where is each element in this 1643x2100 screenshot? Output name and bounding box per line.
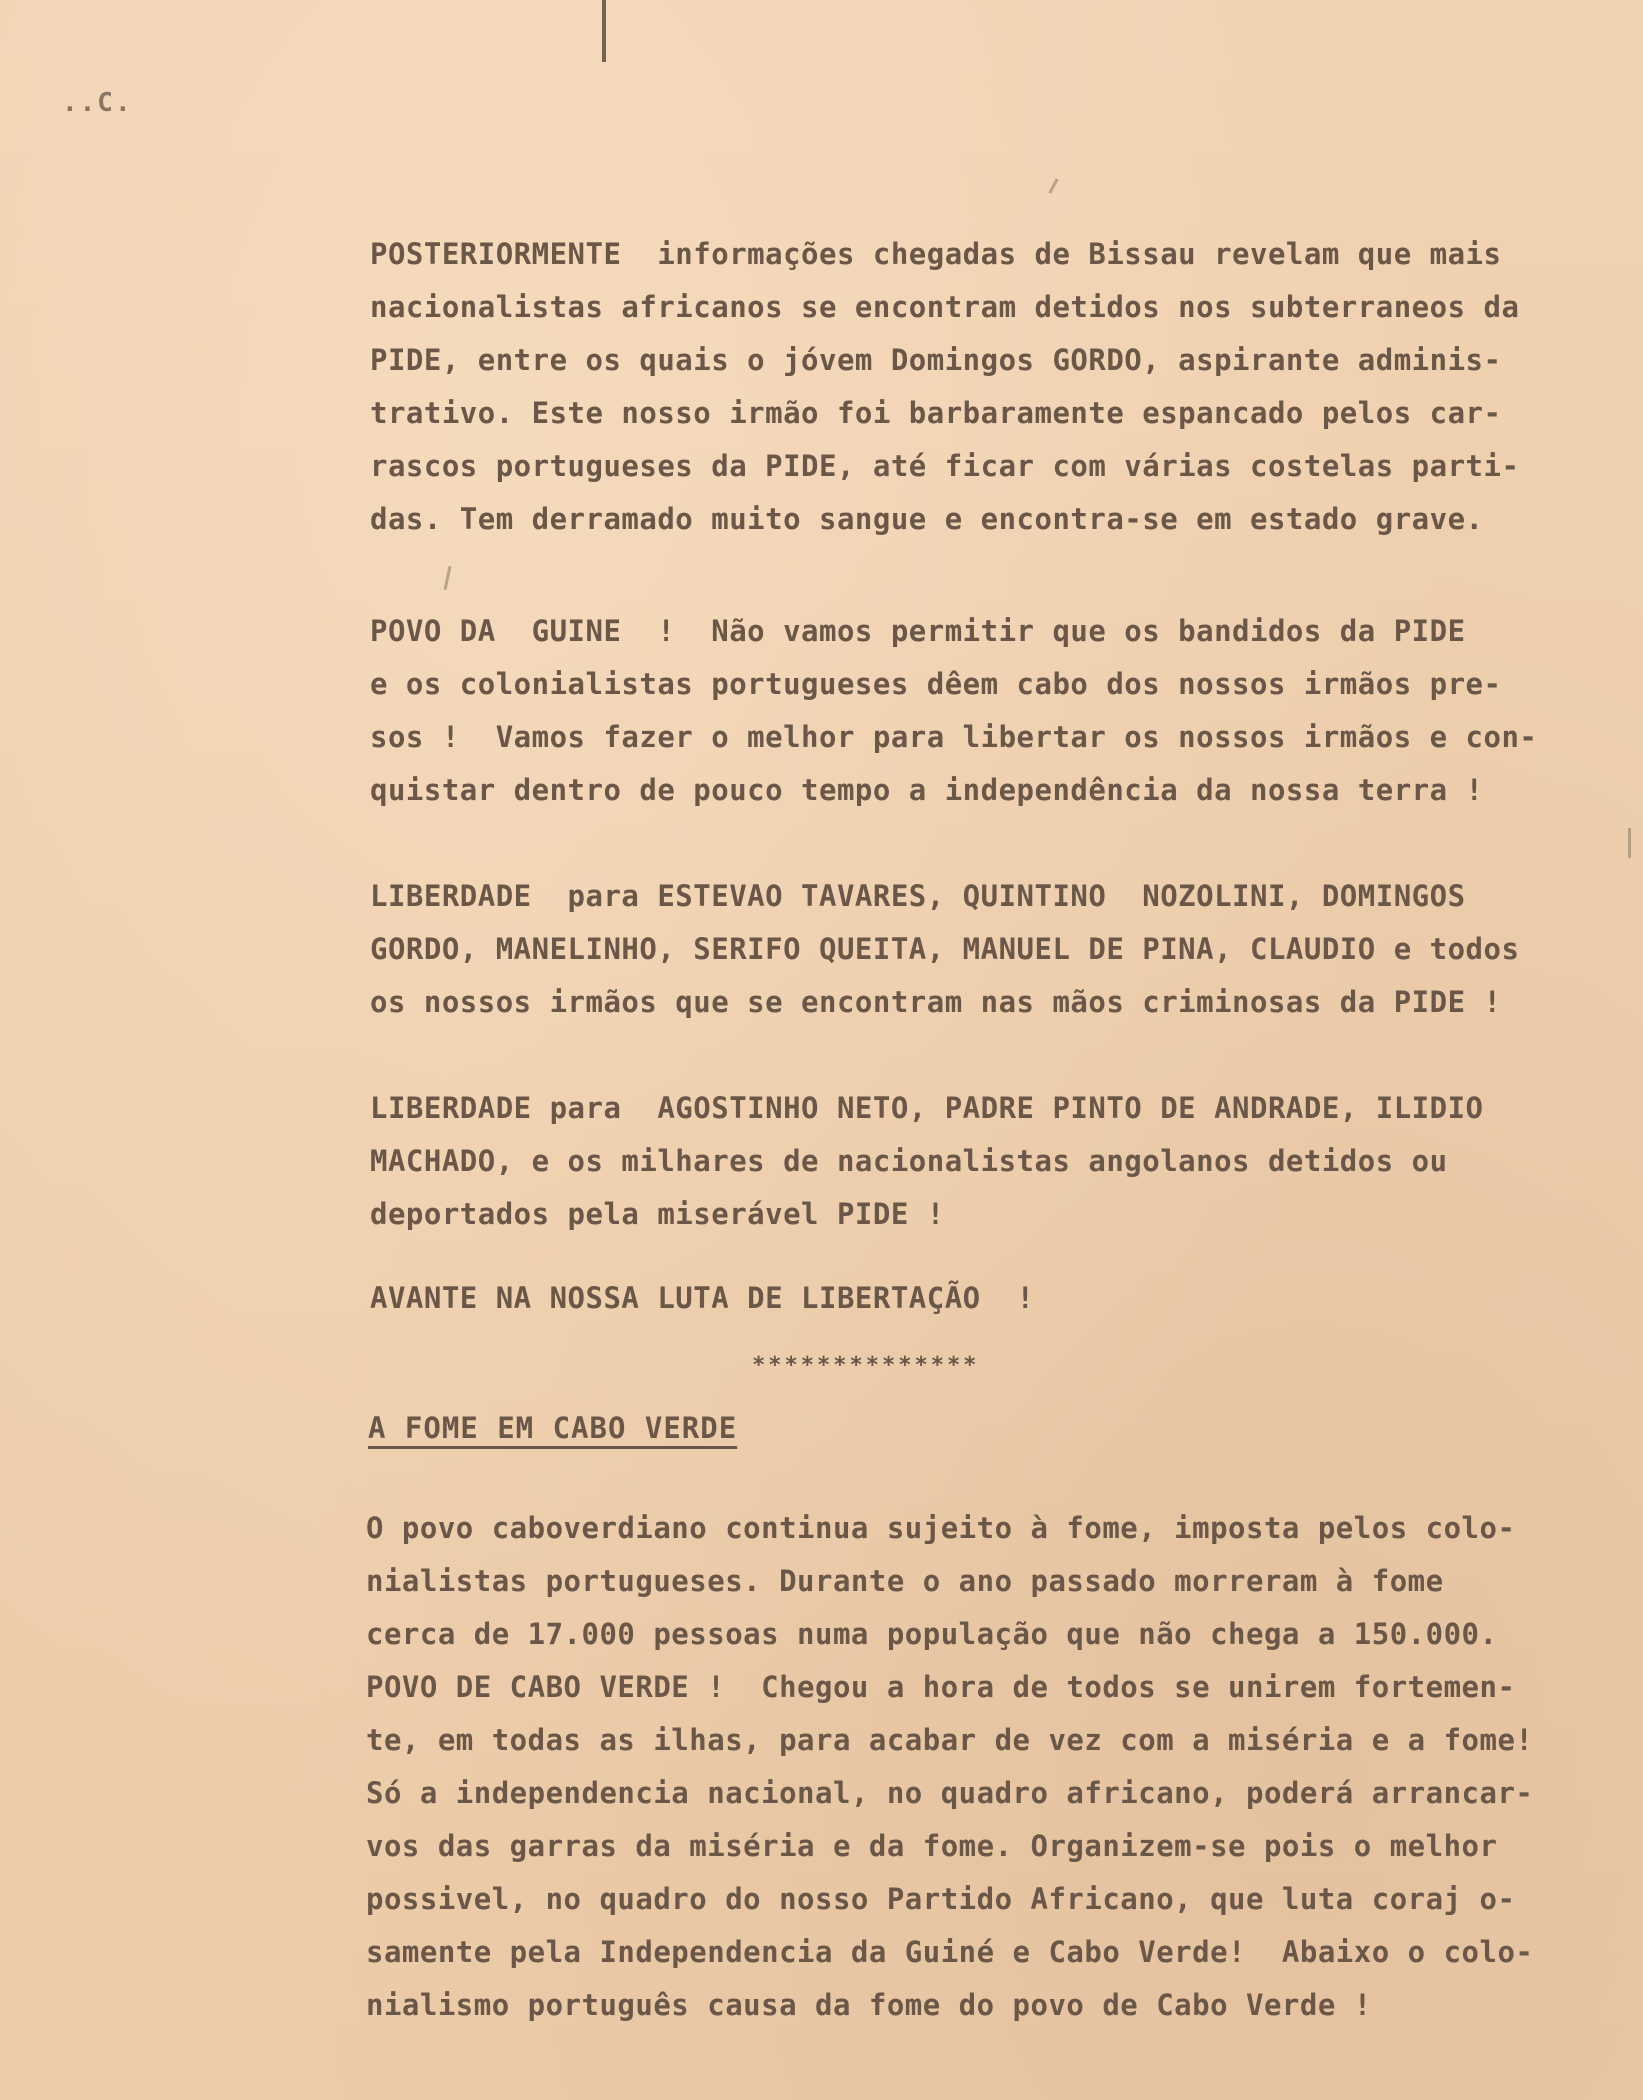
text-line: sos ! Vamos fazer o melhor para libertar os nossos irmãos e con- <box>370 720 1538 754</box>
text-line: samente pela Independencia da Guiné e Cabo Verde! Abaixo o colo- <box>366 1935 1534 1969</box>
text-line: nialistas portugueses. Durante o ano passado morreram à fome <box>366 1564 1444 1598</box>
text-line: POVO DA GUINE ! Não vamos permitir que os bandidos da PIDE <box>370 614 1466 648</box>
text-line: possivel, no quadro do nosso Partido Africano, que luta coraj o- <box>366 1882 1516 1916</box>
text-line: cerca de 17.000 pessoas numa população que não chega a 150.000. <box>366 1617 1498 1651</box>
text-line: rascos portugueses da PIDE, até ficar com várias costelas parti- <box>370 449 1520 483</box>
text-line: Só a independencia nacional, no quadro africano, poderá arrancar- <box>366 1776 1534 1810</box>
stray-pen-mark <box>1628 828 1631 858</box>
text-line: das. Tem derramado muito sangue e encontra-se em estado grave. <box>370 502 1484 536</box>
stray-pen-mark <box>1048 178 1058 194</box>
text-line: nacionalistas africanos se encontram detidos nos subterraneos da <box>370 290 1520 324</box>
text-line: AVANTE NA NOSSA LUTA DE LIBERTAÇÃO ! <box>370 1281 1035 1315</box>
text-line: O povo caboverdiano continua sujeito à fome, imposta pelos colo- <box>366 1511 1516 1545</box>
text-line: vos das garras da miséria e da fome. Organizem-se pois o melhor <box>366 1829 1498 1863</box>
text-line: trativo. Este nosso irmão foi barbaramente espancado pelos car- <box>370 396 1502 430</box>
text-line: os nossos irmãos que se encontram nas mãos criminosas da PIDE ! <box>370 985 1502 1019</box>
corner-mark: ..C. <box>62 88 133 118</box>
text-line: GORDO, MANELINHO, SERIFO QUEITA, MANUEL DE PINA, CLAUDIO e todos <box>370 932 1520 966</box>
text-line: POVO DE CABO VERDE ! Chegou a hora de todos se unirem fortemen- <box>366 1670 1516 1704</box>
paragraph-povo-da-guine <box>370 605 1630 817</box>
paragraph-liberdade-angola <box>370 1082 1630 1241</box>
text-line: PIDE, entre os quais o jóvem Domingos GORDO, aspirante adminis- <box>370 343 1502 377</box>
top-margin-mark <box>602 0 606 62</box>
section-heading: A FOME EM CABO VERDE <box>368 1411 738 1445</box>
paragraph-liberdade-guine <box>370 870 1630 1029</box>
text-line: deportados pela miserável PIDE ! <box>370 1197 945 1231</box>
paragraph-detained-nationalists <box>370 228 1630 546</box>
paragraph-avante <box>370 1272 1630 1325</box>
text-line: POSTERIORMENTE informações chegadas de Bissau revelam que mais <box>370 237 1502 271</box>
text-line: MACHADO, e os milhares de nacionalistas angolanos detidos ou <box>370 1144 1448 1178</box>
text-line: LIBERDADE para ESTEVAO TAVARES, QUINTINO NOZOLINI, DOMINGOS <box>370 879 1466 913</box>
text-line: nialismo português causa da fome do povo de Cabo Verde ! <box>366 1988 1372 2022</box>
paragraph-fome-cabo-verde <box>366 1502 1626 2032</box>
text-line: quistar dentro de pouco tempo a independência da nossa terra ! <box>370 773 1484 807</box>
text-line: LIBERDADE para AGOSTINHO NETO, PADRE PINTO DE ANDRADE, ILIDIO <box>370 1091 1484 1125</box>
text-line: e os colonialistas portugueses dêem cabo dos nossos irmãos pre- <box>370 667 1502 701</box>
text-line: te, em todas as ilhas, para acabar de vez com a miséria e a fome! <box>366 1723 1534 1757</box>
asterisk-separator: ************** <box>752 1353 980 1378</box>
stray-pen-mark <box>444 566 452 590</box>
